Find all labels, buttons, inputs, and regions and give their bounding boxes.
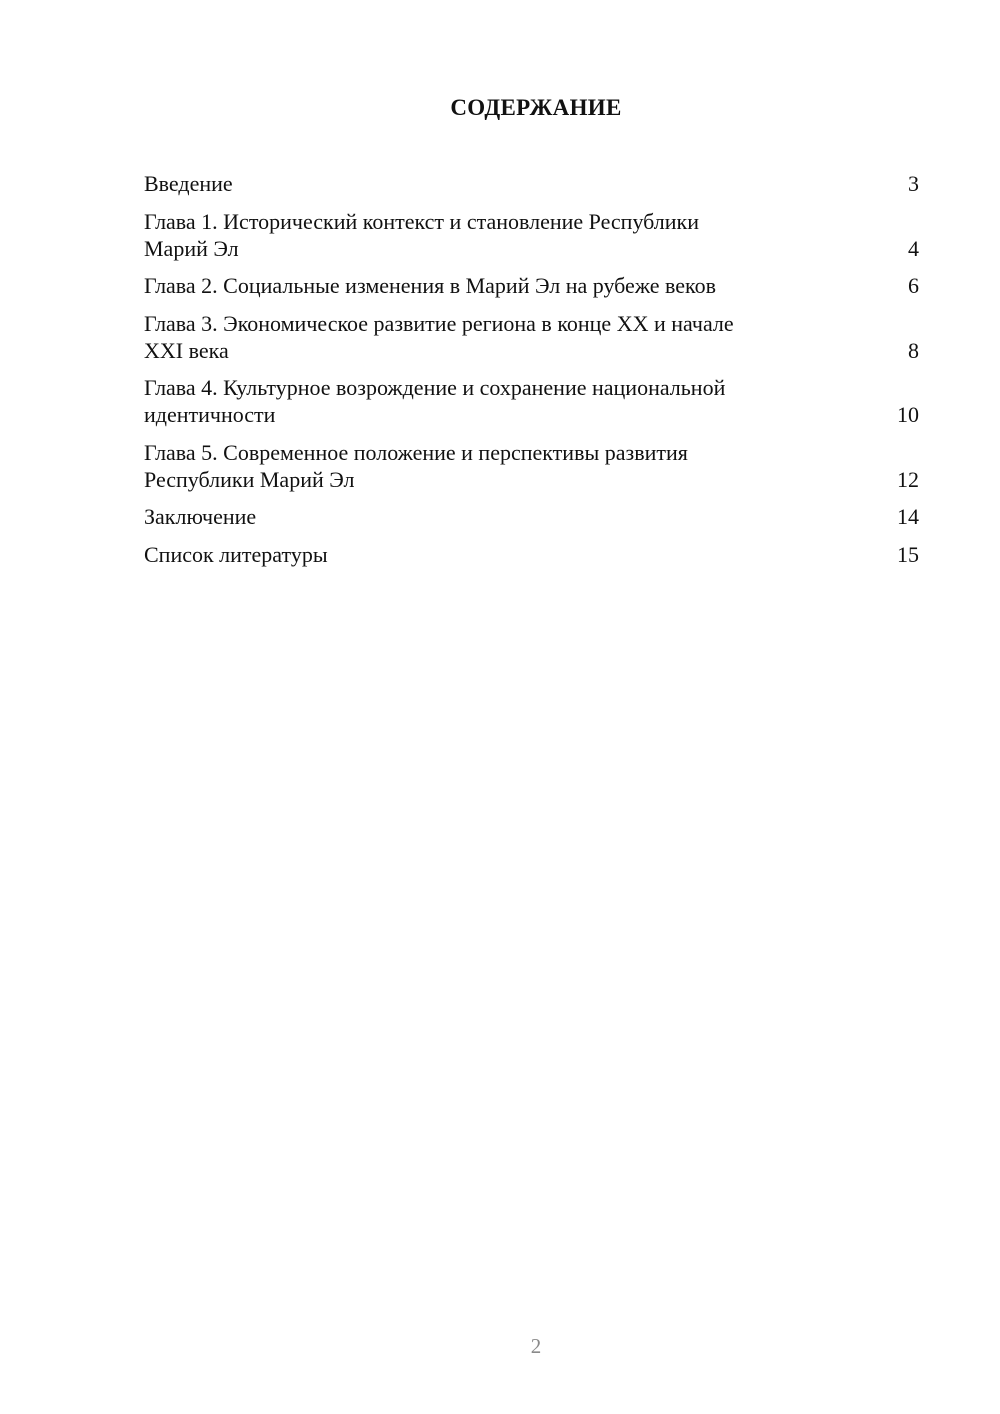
toc-entry-chapter-1 (144, 208, 919, 262)
toc-entry-bibliography (144, 541, 919, 568)
toc-entry-title (144, 208, 834, 262)
toc-entry-title-line: Глава 2. Социальные изменения в Марий Эл на рубеже веков (144, 273, 716, 298)
toc-entry-chapter-3 (144, 310, 919, 364)
toc-entry-title-line: XXI века (144, 337, 229, 363)
toc-entry-title-line: Заключение (144, 504, 257, 529)
toc-entry-page: 10 (897, 402, 919, 427)
toc-entry-title-line: Глава 3. Экономическое развитие региона в конце XX и начале (144, 310, 734, 336)
toc-entry-title-line: Глава 1. Исторический контекст и становление Республики (144, 208, 700, 234)
toc-entry-title (144, 503, 834, 530)
toc-entry-title-line: Список литературы (144, 541, 328, 567)
toc-entry-title (144, 170, 834, 197)
toc-entry-page: 15 (897, 541, 919, 567)
toc-entry-title-line: Республики Марий Эл (144, 466, 355, 492)
toc-entry-title-line: Глава 5. Современное положение и перспективы развития (144, 439, 688, 465)
toc-entry-page: 3 (908, 171, 919, 196)
toc-entry-chapter-5 (144, 439, 919, 493)
toc-entry-page: 8 (908, 337, 919, 363)
toc-entry-title (144, 310, 834, 364)
toc-entry-title-line: идентичности (144, 402, 276, 427)
toc-entry-page: 14 (897, 504, 919, 529)
table-of-contents (144, 170, 919, 578)
toc-entry-title (144, 272, 834, 299)
toc-entry-title-line: Введение (144, 171, 233, 196)
toc-entry-page: 4 (908, 235, 919, 261)
toc-entry-page: 12 (897, 466, 919, 492)
toc-entry-title (144, 439, 834, 493)
toc-entry-title-line: Марий Эл (144, 235, 239, 261)
toc-entry-title (144, 374, 834, 428)
toc-entry-page: 6 (908, 273, 919, 298)
toc-entry-chapter-2 (144, 272, 919, 299)
toc-entry-title-line: Глава 4. Культурное возрождение и сохранение национальной (144, 375, 726, 400)
toc-entry-conclusion (144, 503, 919, 530)
toc-entry-title (144, 541, 834, 568)
toc-entry-chapter-4 (144, 374, 919, 428)
toc-entry-introduction (144, 170, 919, 197)
page-title: СОДЕРЖАНИЕ (450, 95, 622, 120)
page-number: 2 (530, 1334, 542, 1358)
